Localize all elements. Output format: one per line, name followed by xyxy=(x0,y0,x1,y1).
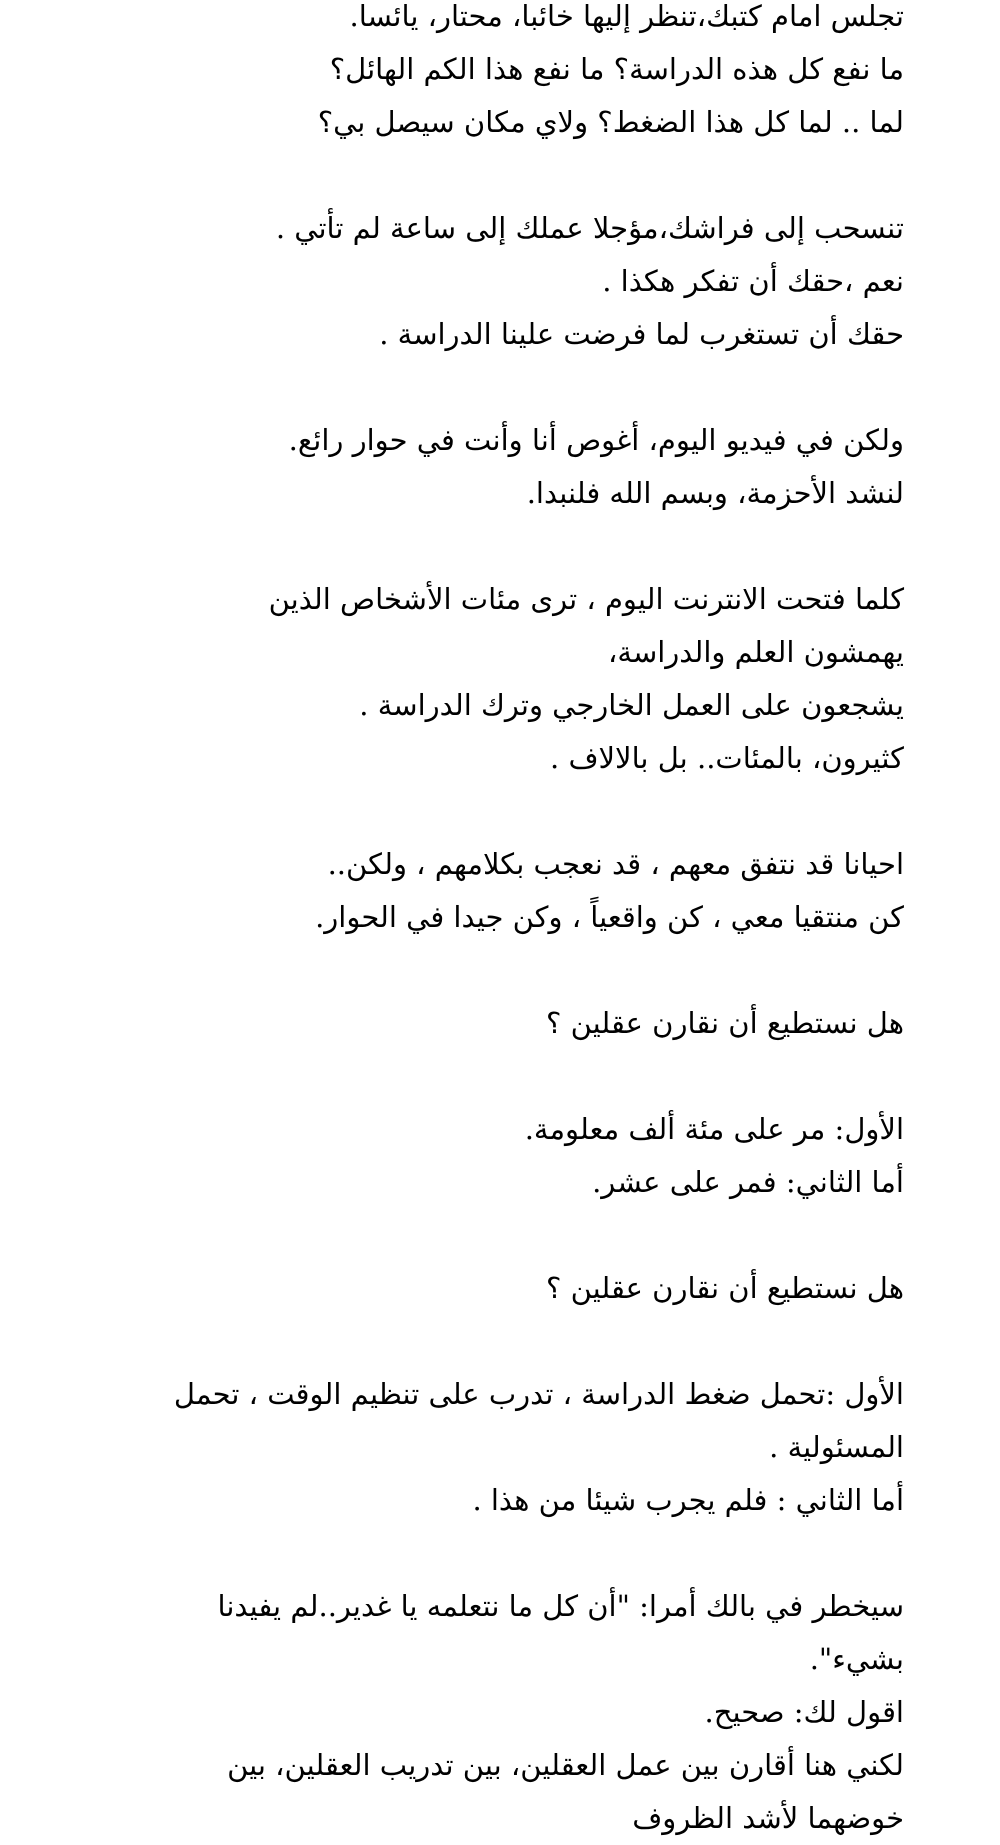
text-line: تجلس امام كتبك،تنظر إليها خائبا، محتار، يائسا. xyxy=(349,0,904,33)
paragraph-gap xyxy=(164,1527,904,1580)
text-line: نعم ،حقك أن تفكر هكذا . xyxy=(602,264,904,298)
text-line: ولكن في فيديو اليوم، أغوص أنا وأنت في حوار رائع. xyxy=(288,423,904,457)
article-text xyxy=(164,0,904,1845)
text-line: الأول :تحمل ضغط الدراسة ، تدرب على تنظيم الوقت ، تحمل المسئولية . xyxy=(173,1377,904,1464)
paragraph-gap xyxy=(164,361,904,414)
text-line: يشجعون على العمل الخارجي وترك الدراسة . xyxy=(359,688,904,722)
paragraph-gap xyxy=(164,785,904,838)
text-line: حقك أن تستغرب لما فرضت علينا الدراسة . xyxy=(379,317,904,351)
text-line: هل نستطيع أن نقارن عقلين ؟ xyxy=(545,1271,904,1305)
text-line: اقول لك: صحيح. xyxy=(704,1695,904,1729)
text-line: هل نستطيع أن نقارن عقلين ؟ xyxy=(545,1006,904,1040)
paragraph-gap xyxy=(164,1209,904,1262)
paragraph-gap xyxy=(164,1050,904,1103)
paragraph-gap xyxy=(164,944,904,997)
paragraph-gap xyxy=(164,1315,904,1368)
paragraph-gap xyxy=(164,149,904,202)
text-line: أما الثاني: فمر على عشر. xyxy=(592,1165,904,1199)
text-line: احيانا قد نتفق معهم ، قد نعجب بكلامهم ، ولكن.. xyxy=(327,847,904,881)
text-line: الأول: مر على مئة ألف معلومة. xyxy=(524,1112,904,1146)
paragraph-gap xyxy=(164,520,904,573)
text-line: ما نفع كل هذه الدراسة؟ ما نفع هذا الكم الهائل؟ xyxy=(329,52,904,86)
text-line: لنشد الأحزمة، وبسم الله فلنبدا. xyxy=(526,476,904,510)
text-line: أما الثاني : فلم يجرب شيئا من هذا . xyxy=(472,1483,904,1517)
text-line: كن منتقيا معي ، كن واقعياً ، وكن جيدا في الحوار. xyxy=(315,900,904,934)
text-line: لما .. لما كل هذا الضغط؟ ولاي مكان سيصل بي؟ xyxy=(317,105,904,139)
text-line: تنسحب إلى فراشك،مؤجلا عملك إلى ساعة لم تأتي . xyxy=(275,211,904,245)
text-line: سيخطر في بالك أمرا: "أن كل ما نتعلمه يا غدير..لم يفيدنا بشيء". xyxy=(217,1589,904,1676)
text-line: لكني هنا أقارن بين عمل العقلين، بين تدريب العقلين، بين خوضهما لأشد الظروف xyxy=(227,1748,904,1835)
text-line: كثيرون، بالمئات.. بل بالالاف . xyxy=(550,741,904,775)
text-line: كلما فتحت الانترنت اليوم ، ترى مئات الأشخاص الذين يهمشون العلم والدراسة، xyxy=(268,582,904,669)
